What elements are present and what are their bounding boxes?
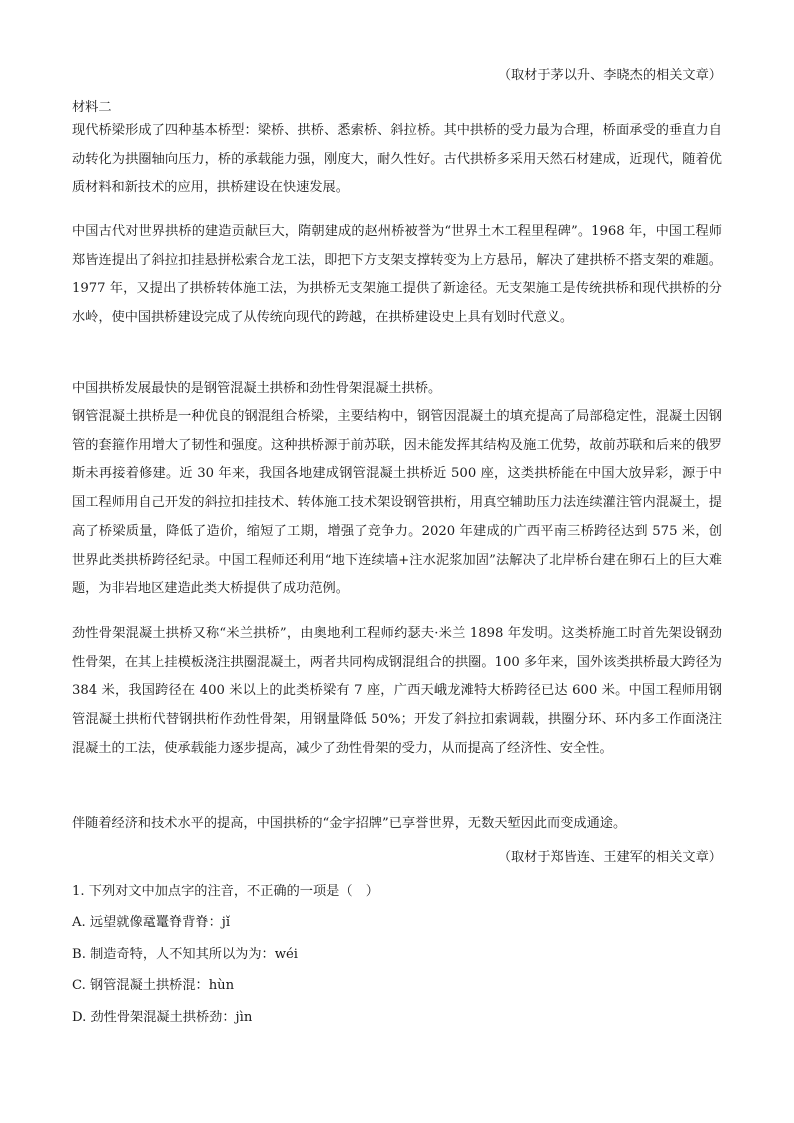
option-c[interactable]: C. 钢管混凝土拱桥混：hùn bbox=[72, 978, 235, 993]
question-stem: 1. 下列对文中加点字的注音，不正确的一项是（ ） bbox=[72, 884, 379, 899]
paragraph-1: 现代桥梁形成了四种基本桥型：梁桥、拱桥、悉索桥、斜拉桥。其中拱桥的受力最为合理，桥面承受的垂直力自动转化为拱圈轴向压力，桥的承载能力强，刚度大，耐久性好。古代拱桥多采用天然石材建成，近现代，随着优质材料和新技术的应用，拱桥建设在快速发展。 bbox=[72, 123, 722, 196]
paragraph-5: 劲性骨架混凝土拱桥又称“米兰拱桥”，由奥地利工程师约瑟夫·米兰 1898 年发明。这类桥施工时首先架设钢劲性骨架，在其上挂模板浇注拱圈混凝土，两者共同构成钢混组合的拱圈。100 多年来，国外该类拱桥最大跨径为 384 米，我国跨径在 400 米以上的此类桥梁有 7 座，广西天峨龙滩特大桥跨径已达 600 米。中国工程师用钢管混凝土拱桁代替钢拱桁作劲性骨架，用钢量降低 50%；开发了斜拉扣索调载，拱圈分环、环内多工作面浇注混凝土的工法，使承载能力逐步提高，减少了劲性骨架的受力，从而提高了经济性、安全性。 bbox=[72, 626, 722, 756]
source-citation-2: （取材于郑皆连、王建军的相关文章） bbox=[497, 850, 722, 865]
option-d[interactable]: D. 劲性骨架混凝土拱桥劲：jìn bbox=[72, 1010, 253, 1025]
option-b[interactable]: B. 制造奇特，人不知其所以为为：wéi bbox=[72, 947, 299, 962]
material-2-heading: 材料二 bbox=[72, 100, 112, 115]
paragraph-6: 伴随着经济和技术水平的提高，中国拱桥的“金字招牌”已享誉世界，无数天堑因此而变成通途。 bbox=[72, 816, 627, 831]
paragraph-3: 中国拱桥发展最快的是钢管混凝土拱桥和劲性骨架混凝土拱桥。 bbox=[72, 381, 442, 396]
option-a[interactable]: A. 远望就像鼋鼍脊背脊：jǐ bbox=[72, 915, 231, 930]
paragraph-2: 中国古代对世界拱桥的建造贡献巨大，隋朝建成的赵州桥被誉为“世界土木工程里程碑”。1968 年，中国工程师郑皆连提出了斜拉扣挂悬拼松索合龙工法，即把下方支架支撑转变为上方悬吊，解决了建拱桥不搭支架的难题。1977 年，又提出了拱桥转体施工法，为拱桥无支架施工提供了新途径。无支架施工是传统拱桥和现代拱桥的分水岭，使中国拱桥建设完成了从传统向现代的跨越，在拱桥建设史上具有划时代意义。 bbox=[72, 224, 722, 326]
paragraph-4: 钢管混凝土拱桥是一种优良的钢混组合桥梁，主要结构中，钢管因混凝土的填充提高了局部稳定性，混凝土因钢管的套箍作用增大了韧性和强度。这种拱桥源于前苏联，因未能发挥其结构及施工优势，故前苏联和后来的俄罗斯未再接着修建。近 30 年来，我国各地建成钢管混凝土拱桥近 500 座，这类拱桥能在中国大放异彩，源于中国工程师用自己开发的斜拉扣挂技术、转体施工技术架设钢管拱桁，用真空辅助压力法连续灌注管内混凝土，提高了桥梁质量，降低了造价，缩短了工期，增强了竞争力。2020 年建成的广西平南三桥跨径达到 575 米，创世界此类拱桥跨径纪录。中国工程师还利用“地下连续墙+注水泥浆加固”法解决了北岸桥台建在卵石上的巨大难题，为非岩地区建造此类大桥提供了成功范例。 bbox=[72, 409, 722, 597]
source-citation-1: （取材于茅以升、李晓杰的相关文章） bbox=[497, 68, 722, 83]
